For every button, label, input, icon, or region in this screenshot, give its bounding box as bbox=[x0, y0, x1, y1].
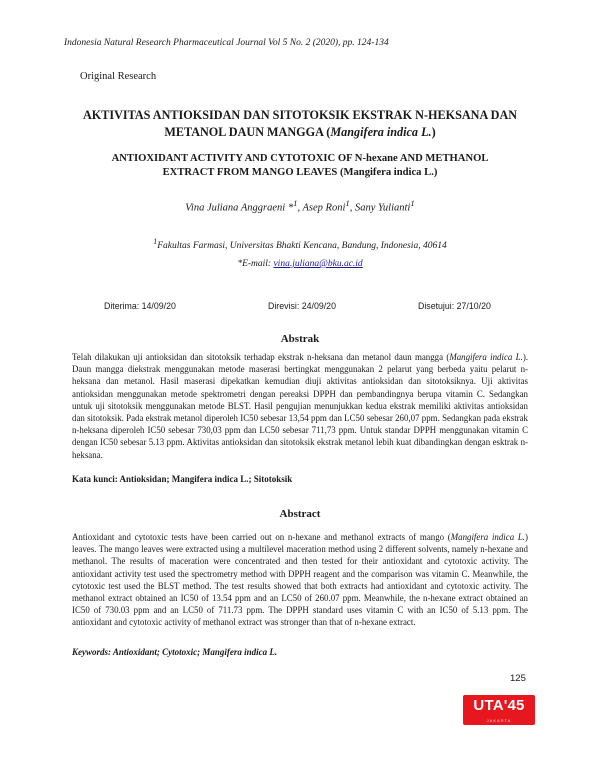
date-accepted: Disetujui: 27/10/20 bbox=[418, 301, 491, 311]
journal-citation: Indonesia Natural Research Pharmaceutical Journal Vol 5 No. 2 (2020), pp. 124-134 bbox=[64, 38, 389, 48]
abstract-id-text: ). Daun mangga diekstrak menggunakan metode maserasi bertingkat menggunakan 2 pelarut yang berbeda yaitu pelarut n-heksana dan metanol. Hasil maserasi dipekatkan kemudian diuji aktivitas antioksidan dan sitotoksiknya. Uji aktivitas antioksidan menggunakan metode spektrometri dengan pereaksi DPPH dan pembandingnya berupa vitamin C. Sedangkan untuk uji sitotoksik menggunakan metode BLST. Hasil pengujian menunjukkan kedua ekstrak memiliki aktivitas antioksidan dan sitotoksik. Pada ekstrak metanol diperoleh IC50 sebesar 13,54 ppm dan LC50 sebesar 260,07 ppm. Sedangkan pada ekstrak n-heksana diperoleh IC50 sebesar 730,03 ppm dan LC50 sebesar 711,73 ppm. Untuk standar DPPH menggunakan vitamin C dengan IC50 sebesar 5.13 ppm. Aktivitas antioksidan dan sitotoksik ekstrak metanol lebih kuat dibandingkan dengan esktrak n-heksana. bbox=[72, 352, 528, 460]
title-english-line1: ANTIOXIDANT ACTIVITY AND CYTOTOXIC OF N-hexane AND METHANOL bbox=[111, 153, 489, 164]
title-indonesian-species: Mangifera indica L. bbox=[330, 125, 432, 139]
title-indonesian bbox=[80, 107, 520, 141]
abstract-en-species: Mangifera indica L. bbox=[450, 532, 526, 542]
author-2: , Asep Roni bbox=[297, 202, 346, 214]
abstract-en-body bbox=[72, 531, 528, 629]
title-english bbox=[80, 152, 520, 180]
title-indonesian-text: AKTIVITAS ANTIOKSIDAN DAN SITOTOKSIK EKSTRAK N-HEKSANA DAN METANOL DAUN MANGGA ( bbox=[82, 108, 518, 139]
affiliation-text: Fakultas Farmasi, Universitas Bhakti Kencana, Bandung, Indonesia, 40614 bbox=[157, 241, 447, 252]
email-link[interactable]: vina.juliana@bku.ac.id bbox=[273, 259, 363, 269]
date-received: Diterima: 14/09/20 bbox=[104, 301, 176, 311]
logo-subtext: JAKARTA bbox=[486, 718, 512, 723]
author-1-affil: 1 bbox=[293, 198, 298, 208]
affiliation-marker: 1 bbox=[153, 237, 158, 246]
abstract-id-lead: Telah dilakukan uji antioksidan dan sitotoksik terhadap ekstrak n-heksana dan metanol daun mangga ( bbox=[72, 352, 450, 362]
abstract-id-species: Mangifera indica L. bbox=[449, 352, 523, 362]
author-1: Vina Juliana Anggraeni * bbox=[185, 202, 294, 214]
title-indonesian-close: ) bbox=[431, 125, 436, 139]
abstract-en-text: ) leaves. The mango leaves were extracted using a multilevel maceration method using 2 different solvents, namely n-hexane and methanol. The results of maceration were concentrated and then tested for their antioxidant and cytotoxic activity. The antioxidant activity test used the spectrometry method with DPPH reagent and the comparison was vitamin C. Meanwhile, the cytotoxic test used the BLST method. The test results showed that both extracts had antioxidant and cytotoxic activity. The methanol extract obtained an IC50 of 13.54 ppm and an LC50 of 260.07 ppm. Meanwhile, the n-hexane extract obtained an IC50 of 730.03 ppm and an LC50 of 711.73 ppm. The DPPH standard uses vitamin C with an IC50 of 5.13 ppm. The antioxidant and cytotoxic activity of methanol extract was stronger than that of n-hexane extract. bbox=[72, 532, 528, 628]
author-3: , Sany Yulianti bbox=[349, 202, 411, 214]
author-2-affil: 1 bbox=[345, 198, 350, 208]
keywords-id: Kata kunci: Antioksidan; Mangifera indica L.; Sitotoksik bbox=[72, 474, 293, 484]
affiliation bbox=[0, 237, 600, 251]
article-type: Original Research bbox=[80, 71, 157, 82]
abstract-en-lead: Antioxidant and cytotoxic tests have been carried out on n-hexane and methanol extracts of mango ( bbox=[72, 532, 451, 542]
abstract-en-heading: Abstract bbox=[279, 508, 321, 520]
abstract-id-body bbox=[72, 351, 528, 461]
date-revised: Direvisi: 24/09/20 bbox=[268, 301, 336, 311]
page-number: 125 bbox=[510, 673, 526, 684]
corresponding-email bbox=[0, 259, 600, 269]
university-logo bbox=[463, 695, 535, 725]
author-3-affil: 1 bbox=[410, 198, 415, 208]
keywords-en: Keywords: Antioxidant; Cytotoxic; Mangifera indica L. bbox=[72, 647, 278, 657]
email-label: *E-mail: bbox=[237, 259, 274, 269]
abstract-id-heading: Abstrak bbox=[280, 333, 320, 345]
author-list bbox=[0, 198, 600, 214]
logo-text: UTA'45 bbox=[473, 697, 525, 714]
title-english-line2: EXTRACT FROM MANGO LEAVES (Mangifera indica L.) bbox=[162, 167, 438, 178]
